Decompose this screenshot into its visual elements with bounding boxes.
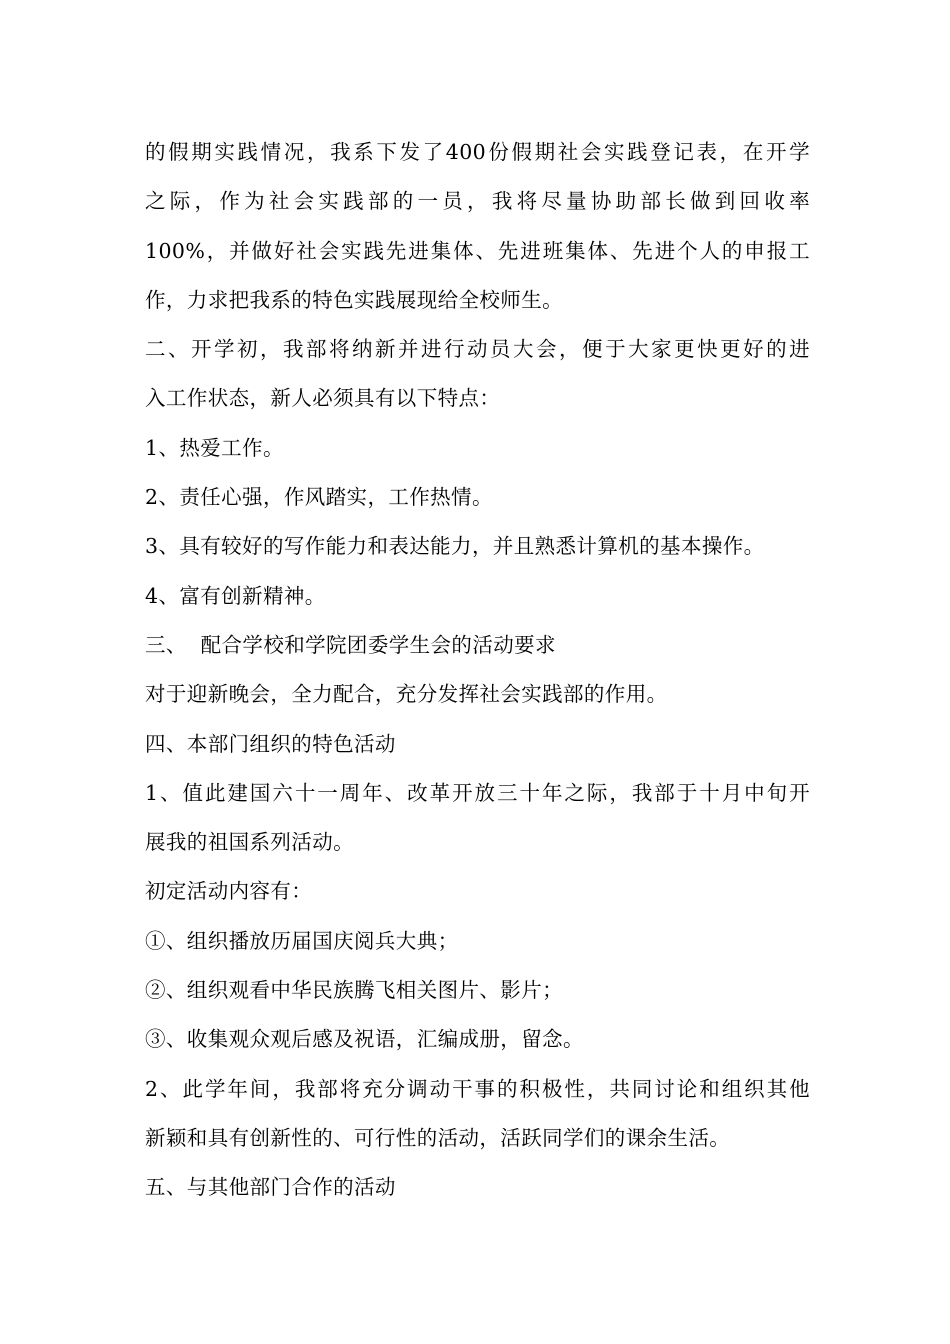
activity-item-3: ③、收集观众观后感及祝语，汇编成册，留念。	[145, 1027, 584, 1052]
activity-item-1: ①、组织播放历届国庆阅兵大典；	[145, 928, 459, 953]
text-line-20: 2、此学年间，我部将充分调动干事的积极性，共同讨论和组织其他	[145, 1076, 810, 1101]
text-line-1: 的假期实践情况，我系下发了400份假期社会实践登记表，在开学	[145, 140, 810, 164]
document-body	[145, 134, 810, 1219]
list-item-2: 2、责任心强，作风踏实，工作热情。	[145, 485, 493, 510]
text-line-2: 之际，作为社会实践部的一员，我将尽量协助部长做到回收率	[145, 189, 810, 214]
activity-item-2: ②、组织观看中华民族腾飞相关图片、影片；	[145, 978, 563, 1003]
section-heading-3: 三、 配合学校和学院团委学生会的活动要求	[145, 632, 556, 657]
text-line-3: 100%，并做好社会实践先进集体、先进班集体、先进个人的申报工	[145, 238, 810, 263]
list-item-1: 1、热爱工作。	[145, 435, 284, 460]
text-line-5: 二、开学初，我部将纳新并进行动员大会，便于大家更快更好的进	[145, 337, 810, 362]
text-line-12: 对于迎新晚会，全力配合，充分发挥社会实践部的作用。	[145, 682, 668, 707]
text-line-4: 作，力求把我系的特色实践展现给全校师生。	[145, 287, 563, 312]
text-line-21: 新颖和具有创新性的、可行性的活动，活跃同学们的课余生活。	[145, 1125, 731, 1150]
section-heading-5: 五、与其他部门合作的活动	[145, 1175, 396, 1200]
text-line-15: 展我的祖国系列活动。	[145, 830, 354, 855]
list-item-4: 4、富有创新精神。	[145, 583, 326, 608]
list-item-3: 3、具有较好的写作能力和表达能力，并且熟悉计算机的基本操作。	[145, 534, 765, 559]
text-line-14: 1、值此建国六十一周年、改革开放三十年之际，我部于十月中旬开	[145, 780, 810, 805]
text-line-6: 入工作状态，新人必须具有以下特点：	[145, 386, 501, 411]
text-line-16: 初定活动内容有：	[145, 879, 313, 904]
section-heading-4: 四、本部门组织的特色活动	[145, 731, 396, 756]
